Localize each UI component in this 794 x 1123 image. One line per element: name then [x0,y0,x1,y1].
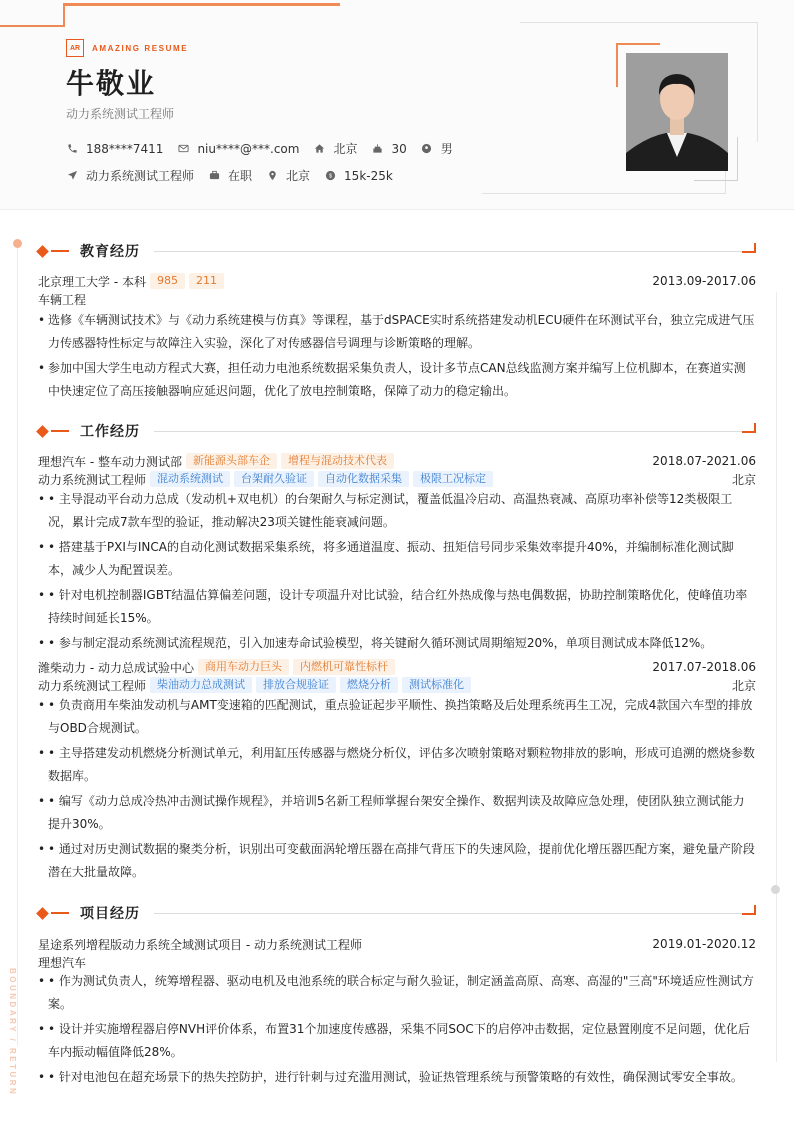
side-label: BOUNDARY / RETURN [8,968,17,1097]
role: 动力系统测试工程师 [38,472,147,487]
list-item: • • 搭建基于PXI与INCA的自动化测试数据采集系统，将多通道温度、振动、扭矩信号同步采集效率提升40%，并编制标准化测试脚本，减少人为配置误差。 [38,536,756,582]
work-role-row [38,470,756,488]
candidate-title: 动力系统测试工程师 [66,107,175,121]
timeline-dot [13,239,22,248]
briefcase-icon [208,170,220,182]
candidate-name: 牛敬业 [66,67,157,100]
intent-row [66,167,407,184]
section-title: 教育经历 [80,244,140,260]
project-company: 理想汽车 [38,955,87,970]
send-icon [66,170,78,182]
home-icon [313,143,325,155]
gender-text: 男 [440,142,453,156]
list-item: • • 设计并实施增程器启停NVH评价体系，布置31个加速度传感器，采集不同SOC下的启停冲击数据，定位悬置刚度不足问题，优化后车内振动幅值降低28%。 [38,1018,756,1064]
phone-item [66,142,163,156]
header-decoration [0,0,340,28]
section-project [36,903,756,923]
education-bullets [38,309,756,405]
contact-row [66,140,467,157]
work-company-row [38,658,756,676]
email-text: niu****@***.com [197,141,300,156]
list-item: • • 针对电机控制器IGBT结温估算偏差问题，设计专项温升对比试验，结合红外热成像与热电偶数据，协助控制策略优化，使峰值功率持续时间延长15%。 [38,584,756,630]
section-education [36,241,756,261]
company-tag: 增程与混动技术代表 [281,453,394,469]
phone-text: 188****7411 [86,141,164,156]
company-tag: 内燃机可靠性标杆 [293,659,395,675]
list-item: • • 主导混动平台动力总成（发动机+双电机）的台架耐久与标定测试，覆盖低温冷启动、高温热衰减、高原功率补偿等12类极限工况，累计完成7款车型的验证，推动解决23项关键性能衰减问题。 [38,488,756,534]
cake-icon [371,143,383,155]
email-item [177,142,299,156]
project-name: 星途系列增程版动力系统全域测试项目 - 动力系统测试工程师 [38,937,362,952]
list-item: • • 主导搭建发动机燃烧分析测试单元，利用缸压传感器与燃烧分析仪，评估多次喷射策略对颗粒物排放的影响，形成可追溯的燃烧参数数据库。 [38,742,756,788]
brand-logo: AR [66,39,84,57]
brand [66,39,188,57]
company-tag: 新能源头部车企 [186,453,277,469]
svg-text:$: $ [328,173,332,180]
school-tag: 211 [189,273,224,289]
section-work [36,421,756,441]
work-date: 2018.07-2021.06 [652,454,756,468]
list-item: • • 负责商用车柴油发动机与AMT变速箱的匹配测试，重点验证起步平顺性、换挡策略及后处理系统再生工况，完成4款国六车型的排放与OBD合规测试。 [38,694,756,740]
role-tag: 排放合规验证 [256,677,336,693]
city-text: 北京 [333,142,358,156]
timeline-line [17,246,18,1046]
list-item: • • 参与制定混动系统测试流程规范，引入加速寿命试验模型，将关键耐久循环测试周期缩短20%，单项目测试成本降低12%。 [38,632,756,655]
work-bullets [38,488,756,657]
role-tag: 台架耐久验证 [234,471,314,487]
list-item: • 选修《车辆测试技术》与《动力系统建模与仿真》等课程，基于dSPACE实时系统搭建发动机ECU硬件在环测试平台，独立完成进气压力传感器特性标定与故障注入实验，深化了对传感器信号调理与诊断策略的理解。 [38,309,756,355]
list-item: • • 作为测试负责人，统筹增程器、驱动电机及电池系统的联合标定与耐久验证，制定涵盖高原、高寒、高湿的"三高"环境适应性测试方案。 [38,970,756,1016]
role-tag: 燃烧分析 [340,677,398,693]
diamond-icon [36,425,49,438]
school-name: 北京理工大学 - 本科 [38,274,146,289]
list-item: • • 针对电池包在超充场景下的热失控防护，进行针刺与过充滥用测试，验证热管理系统与预警策略的有效性，确保测试零安全事故。 [38,1066,756,1089]
age-item [371,142,406,156]
work-company-row [38,452,756,470]
work-role-row [38,676,756,694]
company-name: 潍柴动力 - 动力总成试验中心 [38,660,194,675]
work-bullets [38,694,756,886]
major: 车辆工程 [38,292,87,307]
diamond-icon [36,907,49,920]
company-name: 理想汽车 - 整车动力测试部 [38,454,182,469]
diamond-icon [36,245,49,258]
role: 动力系统测试工程师 [38,678,147,693]
list-item: • 参加中国大学生电动方程式大赛，担任动力电池系统数据采集负责人，设计多节点CAN总线监测方案并编写上位机脚本，在赛道实测中快速定位了高压接触器响应延迟问题，优化了放电控制策略，保障了动力的稳定输出。 [38,357,756,403]
role-tag: 柴油动力总成测试 [150,677,252,693]
project-date: 2019.01-2020.12 [652,937,756,951]
role-tag: 自动化数据采集 [318,471,409,487]
work-city: 北京 [731,472,756,487]
status-item [208,167,252,184]
intent-job-item [66,167,194,184]
salary-item [324,169,393,183]
phone-icon [66,143,78,155]
right-rule [776,292,777,1062]
money-icon [324,170,336,182]
section-title: 项目经历 [80,906,140,922]
intent-city-item [266,167,310,184]
section-title: 工作经历 [80,424,140,440]
gender-item [421,140,453,157]
education-row [38,272,756,290]
work-city: 北京 [731,678,756,693]
resume-header [0,0,794,210]
location-icon [266,170,278,182]
education-date: 2013.09-2017.06 [652,274,756,288]
company-tag: 商用车动力巨头 [198,659,289,675]
intent-job-text: 动力系统测试工程师 [86,169,195,183]
salary-text: 15k-25k [344,168,393,183]
brand-text: AMAZING RESUME [92,43,189,53]
age-text: 30 [391,141,407,156]
role-tag: 测试标准化 [402,677,471,693]
work-date: 2017.07-2018.06 [652,660,756,674]
project-row [38,935,756,953]
school-tag: 985 [150,273,185,289]
city-item [313,140,357,157]
list-item: • • 编写《动力总成冷热冲击测试操作规程》，并培训5名新工程师掌握台架安全操作、数据判读及故障应急处理，使团队独立测试能力提升30%。 [38,790,756,836]
project-company-row [38,953,756,971]
role-tag: 极限工况标定 [413,471,493,487]
gender-icon [421,143,433,155]
status-text: 在职 [228,169,253,183]
role-tag: 混动系统测试 [150,471,230,487]
avatar [626,53,728,171]
project-bullets [38,970,756,1091]
intent-city-text: 北京 [286,169,311,183]
education-major-row [38,290,756,308]
right-dot [771,885,780,894]
mail-icon [177,143,189,155]
list-item: • • 通过对历史测试数据的聚类分析，识别出可变截面涡轮增压器在高排气背压下的失速风险，提前优化增压器匹配方案，避免量产阶段潜在大批量故障。 [38,838,756,884]
